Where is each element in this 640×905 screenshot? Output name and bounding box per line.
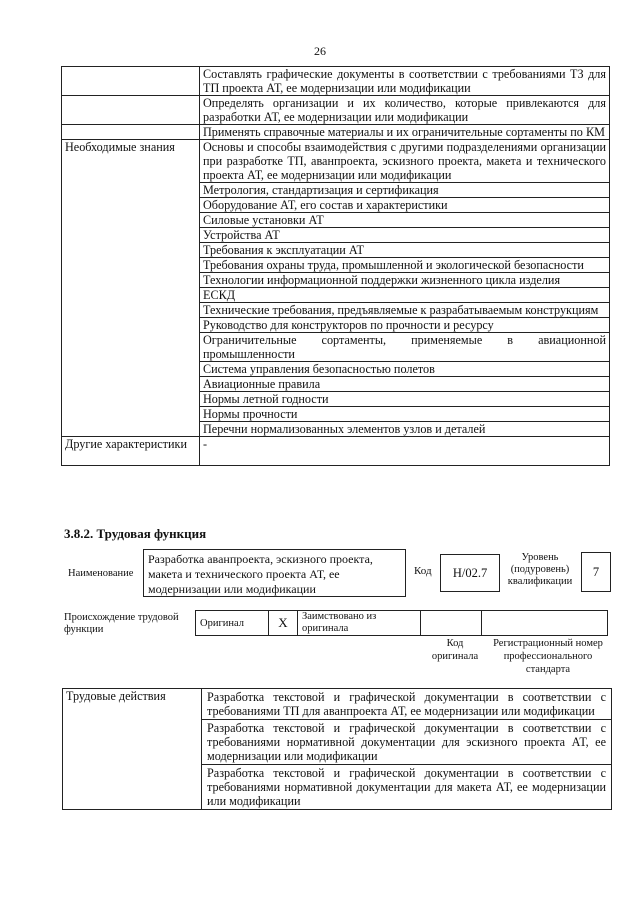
- level-box: 7: [581, 552, 611, 592]
- knowledge-item: Нормы летной годности: [200, 392, 610, 407]
- action-item: Разработка текстовой и графической документации в соответствии с требованиями нормативной документации для макета АТ, ее модернизации или модификации: [202, 765, 612, 810]
- knowledge-item: Система управления безопасностью полетов: [200, 362, 610, 377]
- knowledge-item: ЕСКД: [200, 288, 610, 303]
- original-label: Оригинал: [196, 611, 269, 636]
- knowledge-item: Требования охраны труда, промышленной и экологической безопасности: [200, 258, 610, 273]
- action-item: Разработка текстовой и графической документации в соответствии с требованиями нормативной документации для эскизного проекта АТ, ее модернизации или модификации: [202, 720, 612, 765]
- table-row: [62, 437, 610, 466]
- reg-number-cell: [482, 611, 608, 636]
- labor-actions-table: [62, 688, 612, 810]
- actions-label: Трудовые действия: [63, 689, 202, 810]
- knowledge-item: Ограничительные сортаменты, применяемые в авиационной промышленности: [200, 333, 610, 362]
- table-row: [62, 96, 610, 125]
- knowledge-item: Руководство для конструкторов по прочности и ресурсу: [200, 318, 610, 333]
- code-label: Код: [414, 565, 432, 577]
- other-value: -: [200, 437, 610, 466]
- knowledge-item: Авиационные правила: [200, 377, 610, 392]
- action-item: Разработка текстовой и графической документации в соответствии с требованиями ТП для аванпроекта АТ, ее модернизации или модификации: [202, 689, 612, 720]
- borrowed-label: Заимствовано из оригинала: [298, 611, 421, 636]
- skills-knowledge-table: [61, 66, 610, 466]
- reg-number-label: Регистрационный номер профессионального стандарта: [493, 638, 603, 675]
- knowledge-item: Основы и способы взаимодействия с другими подразделениями организации при разработке ТП, аванпроекта, эскизного проекта, макета и технического проекта АТ, ее модернизации или модификации: [200, 140, 610, 183]
- row-value: Составлять графические документы в соответствии с требованиями ТЗ для ТП проекта АТ, ее модернизации или модификации: [200, 67, 610, 96]
- knowledge-item: Перечни нормализованных элементов узлов и деталей: [200, 422, 610, 437]
- table-row: [62, 125, 610, 140]
- row-value: Применять справочные материалы и их ограничительные сортаменты по КМ: [200, 125, 610, 140]
- row-label: [62, 125, 200, 140]
- function-code-box: Н/02.7: [440, 554, 500, 592]
- name-label: Наименование: [68, 568, 134, 579]
- knowledge-item: Технические требования, предъявляемые к разрабатываемым конструкциям: [200, 303, 610, 318]
- knowledge-item: Метрология, стандартизация и сертификация: [200, 183, 610, 198]
- code-original-label: Код оригинала: [431, 638, 479, 662]
- code-original-cell: [421, 611, 482, 636]
- knowledge-label: Необходимые знания: [62, 140, 200, 437]
- row-label: [62, 96, 200, 125]
- knowledge-item: Требования к эксплуатации АТ: [200, 243, 610, 258]
- table-row: [62, 140, 610, 183]
- knowledge-item: Нормы прочности: [200, 407, 610, 422]
- origin-label: Происхождение трудовой функции: [64, 612, 179, 635]
- row-value: Определять организации и их количество, которые привлекаются для разработки АТ, ее модернизации или модификации: [200, 96, 610, 125]
- knowledge-item: Устройства АТ: [200, 228, 610, 243]
- knowledge-item: Силовые установки АТ: [200, 213, 610, 228]
- original-mark: X: [269, 611, 298, 636]
- origin-table: [195, 610, 608, 636]
- table-row: [63, 689, 612, 720]
- table-row: [62, 67, 610, 96]
- page-number: 26: [314, 44, 326, 58]
- row-label: [62, 67, 200, 96]
- knowledge-item: Оборудование АТ, его состав и характеристики: [200, 198, 610, 213]
- knowledge-item: Технологии информационной поддержки жизненного цикла изделия: [200, 273, 610, 288]
- function-name-box: Разработка аванпроекта, эскизного проекта, макета и технического проекта АТ, ее модернизации или модификации: [143, 549, 406, 597]
- section-title: 3.8.2. Трудовая функция: [64, 526, 207, 541]
- level-label: Уровень (подуровень) квалификации: [507, 552, 573, 587]
- other-label: Другие характеристики: [62, 437, 200, 466]
